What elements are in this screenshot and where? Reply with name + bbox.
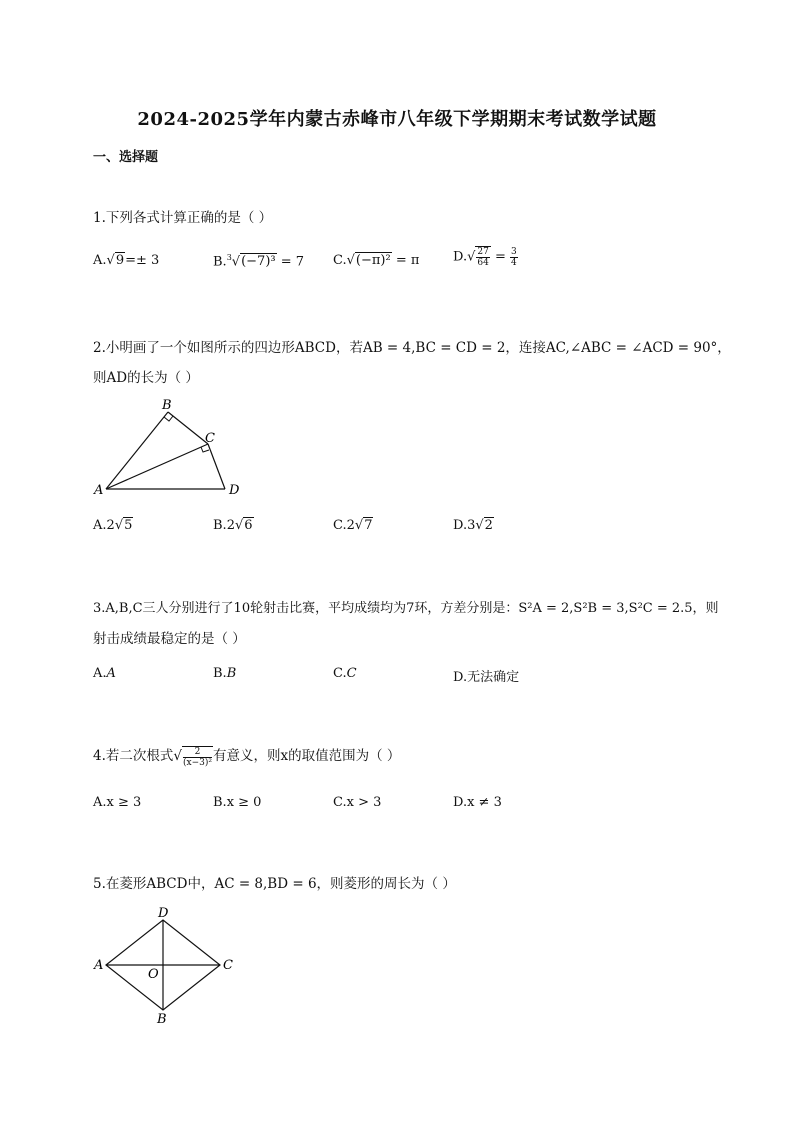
question-2-stem-line1: 2.小明画了一个如图所示的四边形ABCD，若AB = 4,BC = CD = 2，连接AC,∠ABC = ∠ACD = 90°， (93, 340, 731, 356)
label-a: A (94, 958, 104, 973)
question-4-stem: 4.若二次根式√ $\frac{2}{\text{(x−3)²}}$有意义，则x的取值范围为（ ） (93, 746, 401, 768)
q2-option-d: D.3√2 (453, 518, 493, 533)
segment-cd (208, 444, 225, 489)
q4-option-a: A.x ≥ 3 (93, 795, 142, 810)
right-angle-mark-b (164, 416, 173, 421)
q4-option-b: B.x ≥ 0 (213, 795, 262, 810)
q1-option-d: D.√ $\frac{27}{64}$ = $\frac{3}{4}$ (453, 246, 517, 268)
quadrilateral-abcd-figure (88, 395, 258, 500)
label-d: D (229, 483, 240, 498)
q1-option-a: A.√9=± 3 (93, 253, 160, 268)
label-c: C (223, 958, 233, 973)
q2-option-b: B.2√6 (213, 518, 253, 533)
page-title: 2024-2025学年内蒙古赤峰市八年级下学期期末考试数学试题 (137, 109, 657, 130)
label-b: B (157, 1012, 167, 1026)
q2-option-a: A.2√5 (93, 518, 133, 533)
q3-option-c: C.C (333, 666, 357, 681)
q4-option-d: D.x ≠ 3 (453, 795, 502, 810)
label-b: B (162, 398, 172, 413)
segment-bc (168, 412, 208, 444)
question-1-stem: 1.下列各式计算正确的是（ ） (93, 210, 273, 226)
label-d: D (158, 906, 169, 921)
q4-option-c: C.x > 3 (333, 795, 382, 810)
question-3-stem-line1: 3.A,B,C三人分别进行了10轮射击比赛，平均成绩均为7环，方差分别是：S²A = 2,S²B = 3,S²C = 2.5，则 (93, 601, 719, 616)
q2-option-c: C.2√7 (333, 518, 373, 533)
q3-option-a: A.A (93, 666, 116, 681)
label-o: O (148, 967, 159, 982)
label-c: C (205, 431, 215, 446)
question-2-stem-line2: 则AD的长为（ ） (93, 370, 199, 386)
question-3-stem-line2: 射击成绩最稳定的是（ ） (93, 631, 246, 647)
segment-ab (106, 412, 168, 489)
question-5-stem: 5.在菱形ABCD中，AC = 8,BD = 6，则菱形的周长为（ ） (93, 876, 456, 892)
segment-ac (106, 444, 208, 489)
label-a: A (94, 483, 104, 498)
right-angle-mark-c (201, 447, 209, 452)
rhombus-abcd-figure (88, 904, 248, 1026)
q3-option-d: D.无法确定 (453, 670, 520, 685)
q3-option-b: B.B (213, 666, 237, 681)
q1-option-c: C.√(−π)² = π (333, 253, 420, 268)
section-heading: 一、选择题 (93, 150, 159, 165)
q1-option-b: B.$^3$√(−7)³ = 7 (213, 253, 305, 270)
